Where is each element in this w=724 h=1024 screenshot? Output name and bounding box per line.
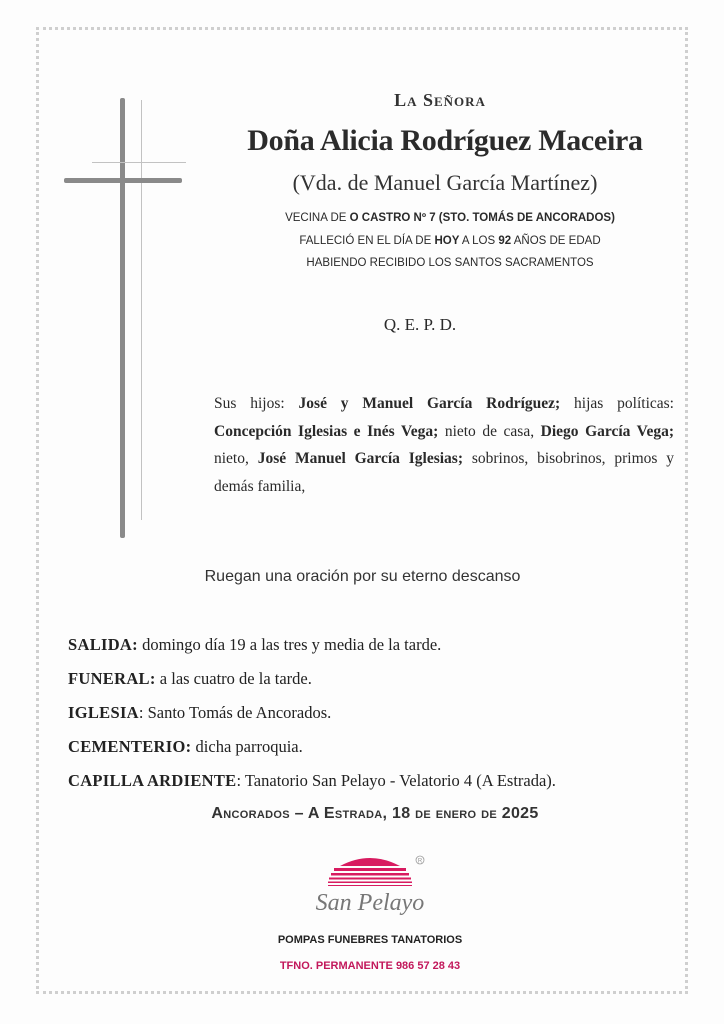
cross-vertical-bar: [120, 98, 125, 538]
family-name: José y Manuel García Rodríguez;: [298, 395, 561, 412]
detail-funeral: [68, 662, 556, 696]
logo-stripes: [328, 858, 412, 886]
detail-text: : Tanatorio San Pelayo - Velatorio 4 (A Estrada).: [236, 771, 556, 790]
cross-horizontal-bar: [64, 178, 182, 183]
detail-salida: [68, 628, 556, 662]
detail-text: : Santo Tomás de Ancorados.: [138, 703, 332, 722]
info-text: VECINA DE: [285, 212, 350, 224]
detail-text: dicha parroquia.: [191, 737, 303, 756]
family-name: Diego García Vega;: [540, 422, 674, 440]
info-line-3: HABIENDO RECIBIDO LOS SANTOS SACRAMENTOS: [306, 257, 594, 269]
place-date: Ancorados – A Estrada, 18 de enero de 2025: [211, 805, 539, 822]
detail-label: SALIDA:: [68, 635, 138, 654]
detail-iglesia: [68, 696, 556, 730]
info-bold: O CASTRO Nº 7 (STO. TOMÁS DE ANCORADOS): [349, 212, 615, 224]
info-text: AÑOS DE EDAD: [511, 235, 601, 247]
detail-text: a las cuatro de la tarde.: [155, 669, 312, 688]
family-name: José Manuel García Iglesias;: [257, 450, 463, 467]
detail-label: IGLESIA: [68, 703, 139, 722]
san-pelayo-logo: [300, 852, 440, 922]
family-text: Sus hijos:: [214, 395, 299, 412]
company-name: POMPAS FUNEBRES TANATORIOS: [277, 934, 463, 946]
family-paragraph: [214, 390, 674, 500]
svg-text:R: R: [417, 858, 423, 865]
detail-text: domingo día 19 a las tres y media de la tarde.: [137, 635, 442, 654]
info-text: A LOS: [459, 235, 499, 247]
cross-vertical-line: [141, 100, 142, 520]
family-name: Concepción Iglesias e Inés Vega;: [214, 422, 439, 440]
detail-label: CEMENTERIO:: [68, 737, 192, 756]
title: La Señora: [394, 90, 486, 110]
info-line-1: [230, 212, 670, 224]
family-text: nieto,: [214, 450, 258, 467]
info-text: FALLECIÓ EN EL DÍA DE: [299, 235, 435, 247]
cross-horizontal-line: [92, 162, 186, 163]
info-bold: 92: [498, 235, 512, 247]
detail-cementerio: [68, 730, 556, 764]
prayer-request: Ruegan una oración por su eterno descanso: [204, 568, 521, 585]
info-bold: HOY: [434, 235, 460, 247]
logo-text: San Pelayo: [315, 890, 425, 916]
family-text: nieto de casa,: [438, 422, 541, 440]
detail-capilla: [68, 764, 556, 798]
detail-label: CAPILLA ARDIENTE: [68, 771, 237, 790]
details-list: [68, 628, 556, 798]
deceased-name: Doña Alicia Rodríguez Maceira: [247, 124, 643, 157]
detail-label: FUNERAL:: [68, 669, 156, 688]
info-line-2: [230, 235, 670, 247]
family-text: hijas políticas:: [560, 395, 674, 412]
family-text: sobrinos, bisobrinos, primos y demás familia,: [214, 450, 674, 495]
company-phone: TFNO. PERMANENTE 986 57 28 43: [279, 960, 461, 972]
widow-of: (Vda. de Manuel García Martínez): [292, 170, 598, 195]
qepd: Q. E. P. D.: [383, 315, 457, 334]
